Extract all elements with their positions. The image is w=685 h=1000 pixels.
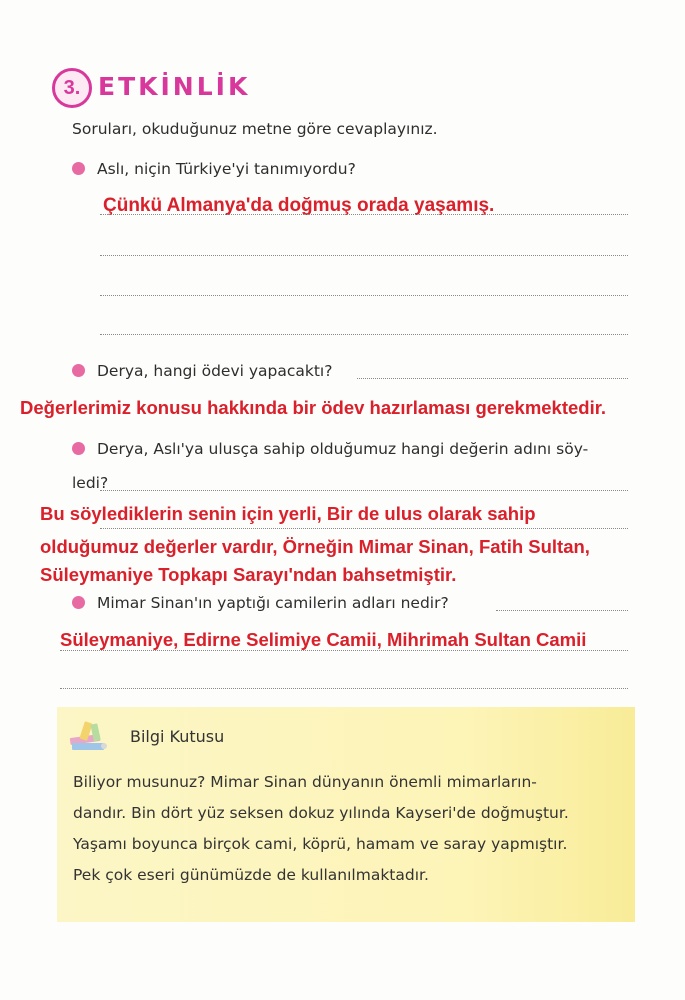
info-box-title: Bilgi Kutusu — [130, 727, 225, 746]
activity-number: 3. — [63, 76, 81, 99]
answer-line[interactable] — [100, 528, 628, 529]
answer-3-line3: Süleymaniye Topkapı Sarayı'ndan bahsetmiştir. — [40, 564, 457, 585]
answer-line[interactable] — [100, 334, 628, 335]
activity-title: ETKİNLİK — [98, 72, 251, 101]
bullet-icon — [72, 442, 85, 455]
info-line: Pek çok eseri günümüzde de kullanılmaktadır. — [73, 866, 429, 884]
question-2 — [72, 362, 332, 380]
bullet-icon — [72, 596, 85, 609]
info-line: Yaşamı boyunca birçok cami, köprü, hamam ve saray yapmıştır. — [73, 835, 568, 853]
books-icon — [66, 716, 112, 754]
info-box-text — [73, 767, 629, 891]
question-4 — [72, 594, 449, 612]
question-1-text: Aslı, niçin Türkiye'yi tanımıyordu? — [97, 160, 356, 178]
answer-line[interactable] — [100, 214, 628, 215]
answer-line[interactable] — [496, 610, 628, 611]
question-4-text: Mimar Sinan'ın yaptığı camilerin adları nedir? — [97, 594, 449, 612]
answer-2: Değerlerimiz konusu hakkında bir ödev hazırlaması gerekmektedir. — [20, 397, 607, 418]
question-3 — [72, 440, 588, 458]
info-line: dandır. Bin dört yüz seksen dokuz yılında Kayseri'de doğmuştur. — [73, 804, 569, 822]
answer-line[interactable] — [357, 378, 628, 379]
bullet-icon — [72, 364, 85, 377]
instruction: Soruları, okuduğunuz metne göre cevaplayınız. — [72, 120, 438, 138]
question-3-text-line1: Derya, Aslı'ya ulusça sahip olduğumuz hangi değerin adını söy- — [97, 440, 589, 458]
answer-1: Çünkü Almanya'da doğmuş orada yaşamış. — [103, 195, 495, 216]
activity-number-badge — [52, 68, 92, 108]
question-2-text: Derya, hangi ödevi yapacaktı? — [97, 362, 333, 380]
answer-3-line1: Bu söylediklerin senin için yerli, Bir de ulus olarak sahip — [40, 503, 536, 524]
answer-line[interactable] — [100, 295, 628, 296]
answer-3-line2: olduğumuz değerler vardır, Örneğin Mimar Sinan, Fatih Sultan, — [40, 536, 590, 557]
info-line: Biliyor musunuz? Mimar Sinan dünyanın önemli mimarların- — [73, 773, 537, 791]
question-3-text-line2: ledi? — [72, 474, 109, 492]
answer-4: Süleymaniye, Edirne Selimiye Camii, Mihrimah Sultan Camii — [60, 629, 587, 650]
bullet-icon — [72, 162, 85, 175]
answer-line[interactable] — [100, 490, 628, 491]
answer-line[interactable] — [60, 688, 628, 689]
answer-line[interactable] — [100, 255, 628, 256]
question-1 — [72, 160, 356, 178]
answer-line[interactable] — [60, 650, 628, 651]
